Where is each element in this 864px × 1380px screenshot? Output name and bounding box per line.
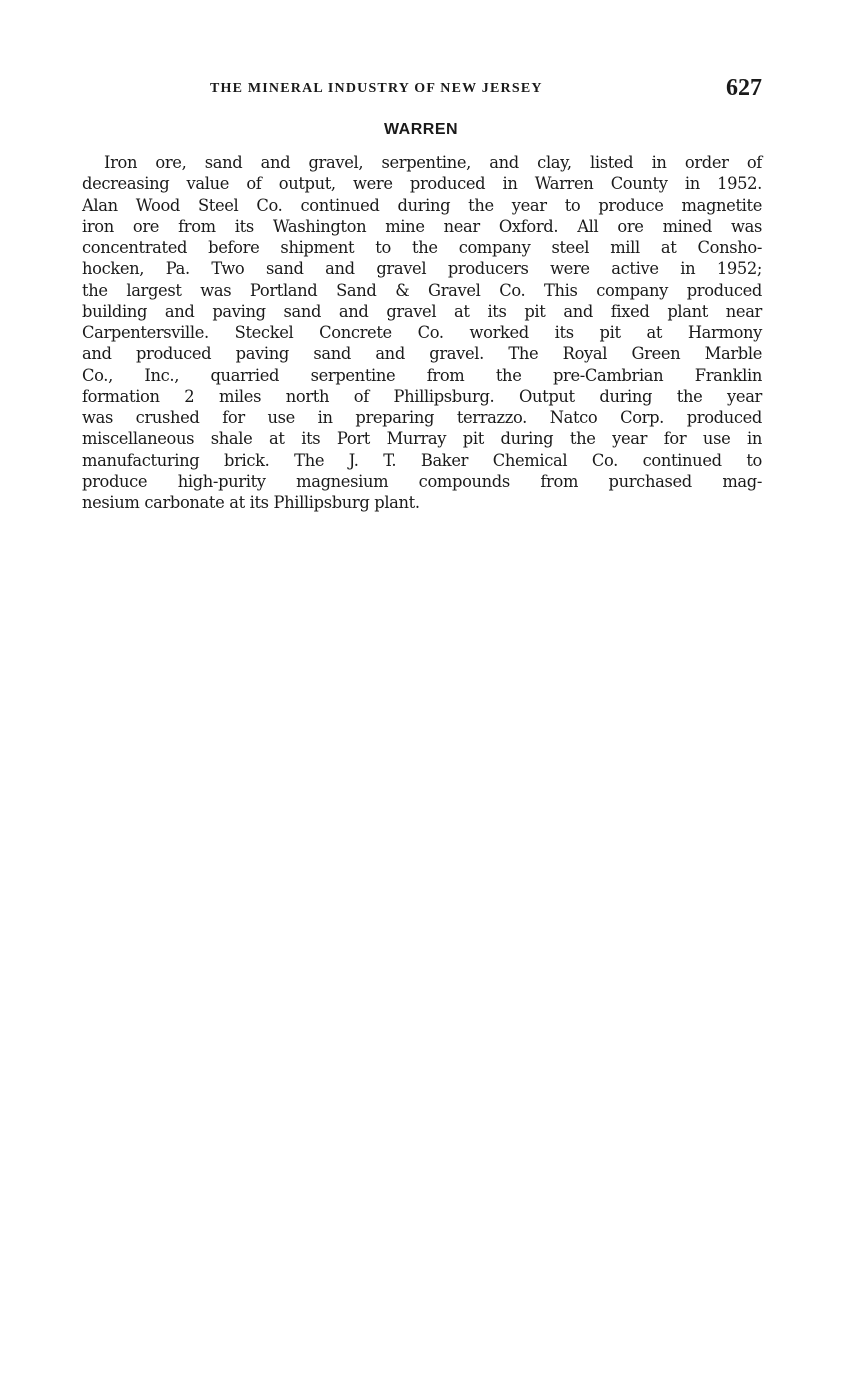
paragraph-line: was crushed for use in preparing terrazzo. Natco Corp. produced bbox=[82, 408, 762, 427]
paragraph-line: nesium carbonate at its Phillipsburg plant. bbox=[82, 493, 420, 512]
paragraph-line: and produced paving sand and gravel. The Royal Green Marble bbox=[82, 344, 762, 364]
paragraph-line: Iron ore, sand and gravel, serpentine, and clay, listed in order of bbox=[104, 153, 762, 172]
paragraph-line: decreasing value of output, were produced in Warren County in 1952. bbox=[82, 174, 762, 194]
page-number: 627 bbox=[726, 75, 762, 101]
paragraph-line: produce high-purity magnesium compounds from purchased mag- bbox=[82, 471, 762, 491]
running-title: THE MINERAL INDUSTRY OF NEW JERSEY bbox=[210, 81, 543, 96]
paragraph-line: formation 2 miles north of Phillipsburg. Output during the year bbox=[82, 386, 762, 406]
paragraph-line: Carpentersville. Steckel Concrete Co. worked its pit at Harmony bbox=[82, 323, 762, 342]
paragraph-line: manufacturing brick. The J. T. Baker Chemical Co. continued to bbox=[82, 450, 762, 470]
paragraph-line: hocken, Pa. Two sand and gravel producers were active in 1952; bbox=[82, 259, 762, 279]
paragraph-line: building and paving sand and gravel at its pit and fixed plant near bbox=[82, 301, 762, 321]
paragraph-line: Alan Wood Steel Co. continued during the year to produce magnetite bbox=[82, 195, 762, 215]
section-paragraph bbox=[82, 152, 762, 513]
paragraph-line: Co., Inc., quarried serpentine from the pre-Cambrian Franklin bbox=[82, 365, 762, 385]
paragraph-line: iron ore from its Washington mine near Oxford. All ore mined was bbox=[82, 216, 762, 236]
paragraph-line: the largest was Portland Sand & Gravel Co. This company produced bbox=[82, 280, 762, 300]
running-head bbox=[210, 75, 762, 102]
paragraph-line: miscellaneous shale at its Port Murray pit during the year for use in bbox=[82, 429, 762, 449]
paragraph-line: concentrated before shipment to the company steel mill at Consho- bbox=[82, 238, 762, 257]
section-heading: WARREN bbox=[383, 121, 459, 138]
